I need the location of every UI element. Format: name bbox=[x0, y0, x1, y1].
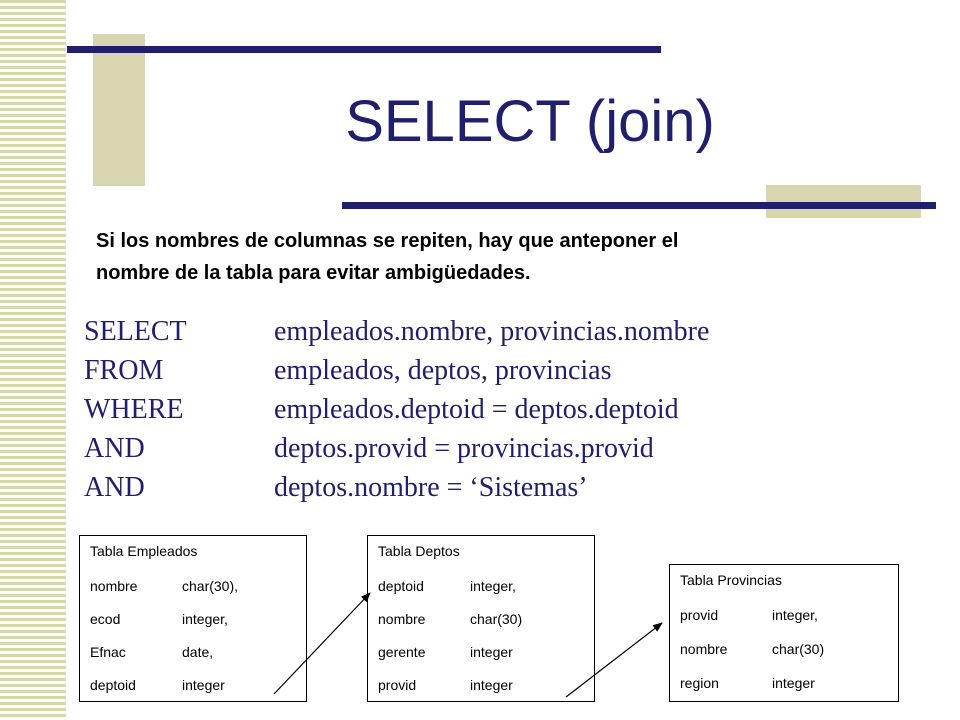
field-name: region bbox=[680, 675, 719, 691]
decorative-stripe-bar bbox=[0, 0, 66, 720]
sql-expression: deptos.provid = provincias.provid bbox=[274, 433, 654, 464]
field-name: nombre bbox=[680, 641, 728, 657]
table-name: Tabla Provincias bbox=[680, 572, 782, 588]
slide-subtitle bbox=[96, 225, 896, 289]
field-type: date, bbox=[182, 644, 214, 660]
field-name: provid bbox=[378, 677, 417, 693]
field-type: integer bbox=[772, 675, 815, 691]
field-name: Efnac bbox=[90, 644, 126, 660]
sql-keyword: FROM bbox=[84, 355, 164, 386]
table-box-empleados bbox=[79, 535, 307, 702]
sql-expression: empleados, deptos, provincias bbox=[274, 355, 612, 386]
sql-expression: empleados.deptoid = deptos.deptoid bbox=[274, 394, 679, 425]
field-name: nombre bbox=[378, 611, 426, 627]
field-type: char(30), bbox=[182, 578, 239, 594]
field-type: integer bbox=[182, 677, 225, 693]
decorative-olive-block-left bbox=[93, 34, 145, 186]
decorative-navy-line-top bbox=[67, 46, 661, 53]
sql-expression: deptos.nombre = ‘Sistemas’ bbox=[274, 472, 588, 503]
field-type: integer bbox=[470, 677, 513, 693]
field-name: deptoid bbox=[378, 578, 424, 594]
table-name: Tabla Empleados bbox=[90, 543, 198, 559]
subtitle-line-1: Si los nombres de columnas se repiten, hay que anteponer el bbox=[96, 230, 679, 252]
sql-keyword: AND bbox=[84, 472, 145, 503]
sql-keyword: WHERE bbox=[84, 394, 184, 425]
subtitle-line-2: nombre de la tabla para evitar ambigüedades. bbox=[96, 262, 531, 284]
field-type: integer, bbox=[772, 607, 818, 623]
field-type: char(30) bbox=[772, 641, 825, 657]
decorative-navy-line-bottom bbox=[342, 202, 936, 209]
table-box-provincias bbox=[669, 564, 899, 702]
field-name: provid bbox=[680, 607, 719, 623]
sql-expression: empleados.nombre, provincias.nombre bbox=[274, 316, 710, 347]
field-name: deptoid bbox=[90, 677, 136, 693]
sql-keyword: SELECT bbox=[84, 316, 187, 347]
field-type: integer, bbox=[470, 578, 516, 594]
table-box-deptos bbox=[367, 535, 595, 702]
field-name: gerente bbox=[378, 644, 426, 660]
field-type: char(30) bbox=[470, 611, 523, 627]
field-type: integer bbox=[470, 644, 513, 660]
field-type: integer, bbox=[182, 611, 228, 627]
table-name: Tabla Deptos bbox=[378, 543, 460, 559]
sql-keyword: AND bbox=[84, 433, 145, 464]
slide-title: SELECT (join) bbox=[345, 89, 715, 154]
field-name: nombre bbox=[90, 578, 138, 594]
field-name: ecod bbox=[90, 611, 121, 627]
